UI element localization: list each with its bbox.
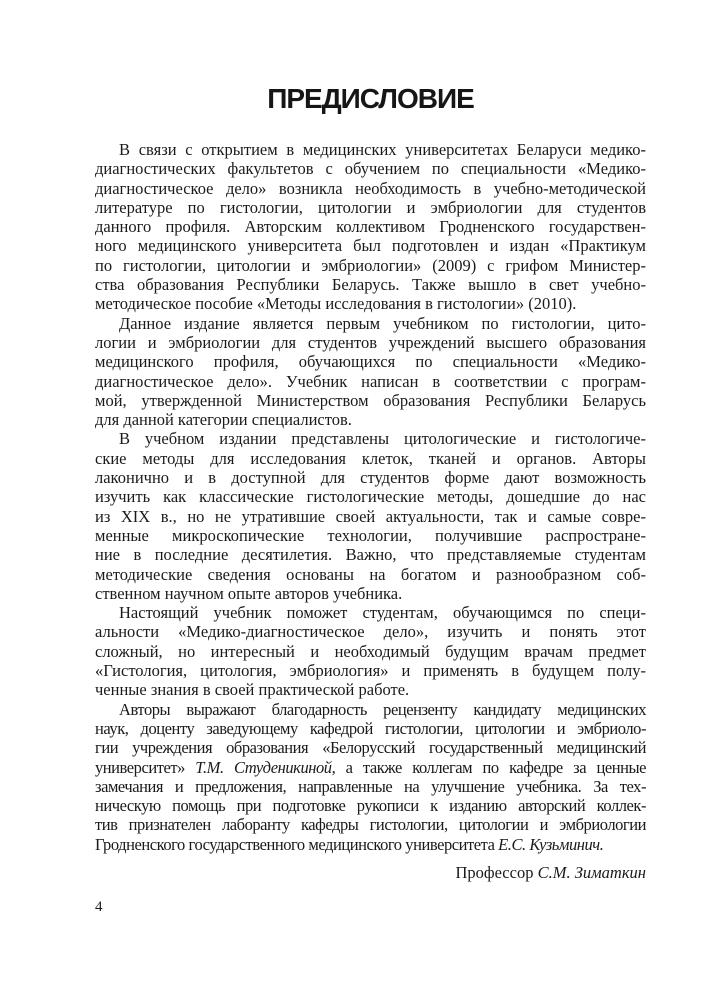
paragraph bbox=[95, 429, 646, 603]
text-line: тив признателен лаборанту кафедры гистологии, цитологии и эмбриологии bbox=[95, 815, 646, 835]
text-line: литературе по гистологии, цитологии и эмбриологии для студентов bbox=[95, 197, 646, 217]
text-line: лаконично и в доступной для студентов форме дают возможность bbox=[95, 468, 646, 488]
paragraph bbox=[95, 700, 646, 854]
text-line bbox=[95, 758, 646, 777]
text-line: наук, доценту заведующему кафедрой гистологии, цитологии и эмбриоло- bbox=[95, 718, 646, 738]
text-line: менные микроскопические технологии, получившие распростране- bbox=[95, 525, 646, 545]
text-segment: , а также коллегам по кафедре за ценные bbox=[331, 757, 646, 777]
text-line: замечания и предложения, направленные на улучшение учебника. За тех- bbox=[95, 776, 646, 796]
text-line: ственном научном опыте авторов учебника. bbox=[95, 583, 403, 603]
text-line: альности «Медико-диагностическое дело», изучить и понять этот bbox=[95, 622, 646, 642]
italic-text: Т.М. Студеникиной bbox=[195, 757, 332, 777]
text-segment: университет» bbox=[95, 757, 196, 777]
text-line: диагностических факультетов с обучением по специальности «Медико- bbox=[95, 159, 646, 179]
text-line: Настоящий учебник поможет студентам, обучающимся по специ- bbox=[119, 603, 646, 623]
signature bbox=[95, 863, 646, 882]
italic-text: С.М. Зиматкин bbox=[537, 862, 646, 882]
text-line: из XIX в., но не утратившие своей актуальности, так и самые совре- bbox=[95, 506, 646, 526]
text-line: В связи с открытием в медицинских университетах Беларуси медико- bbox=[119, 140, 646, 159]
text-line: ченные знания в своей практической работе. bbox=[95, 680, 410, 700]
text-line: В учебном издании представлены цитологические и гистологиче- bbox=[119, 429, 646, 449]
text-line: Данное издание является первым учебником по гистологии, цито- bbox=[119, 313, 646, 333]
page-title: ПРЕДИСЛОВИЕ bbox=[267, 83, 474, 114]
text-line: по гистологии, цитологии и эмбриологии» (2009) с грифом Министер- bbox=[95, 255, 646, 275]
text-line: данного профиля. Авторским коллективом Гродненского государствен- bbox=[95, 217, 646, 237]
page-number: 4 bbox=[95, 899, 103, 916]
text-segment: Гродненского государственного медицинского университета bbox=[95, 834, 499, 854]
text-line: логии и эмбриологии для студентов учреждений высшего образования bbox=[95, 332, 646, 352]
italic-text: Е.С. Кузьминич. bbox=[498, 834, 604, 854]
paragraph bbox=[95, 314, 646, 430]
text-line: мой, утвержденной Министерством образования Республики Беларусь bbox=[95, 390, 646, 410]
text-line: «Гистология, цитология, эмбриология» и применять в будущем полу- bbox=[95, 661, 646, 681]
text-line: медицинского профиля, обучающихся по специальности «Медико- bbox=[95, 352, 646, 372]
text-line: ские методы для исследования клеток, тканей и органов. Авторы bbox=[95, 448, 646, 468]
text-line: Авторы выражают благодарность рецензенту кандидату медицинских bbox=[119, 699, 646, 719]
text-line: сложный, но интересный и необходимый будущим врачам предмет bbox=[95, 641, 646, 661]
text-line: методическое пособие «Методы исследования в гистологии» (2010). bbox=[95, 294, 577, 314]
text-line: изучить как классические гистологические методы, дошедшие до нас bbox=[95, 487, 646, 507]
text-line: диагностическое дело». Учебник написан в соответствии с програм- bbox=[95, 371, 646, 391]
text-line: ного медицинского университета был подготовлен и издан «Практикум bbox=[95, 236, 646, 256]
paragraph bbox=[95, 140, 646, 314]
text-segment: Профессор bbox=[455, 862, 538, 882]
text-line: методические сведения основаны на богатом и разнообразном соб- bbox=[95, 564, 646, 584]
text-line: диагностическое дело» возникла необходимость в учебно-методической bbox=[95, 178, 646, 198]
text-line: ническую помощь при подготовке рукописи к изданию авторский коллек- bbox=[95, 796, 646, 816]
text-line: для данной категории специалистов. bbox=[95, 410, 352, 430]
text-line bbox=[95, 835, 646, 854]
text-line: ства образования Республики Беларусь. Также вышло в свет учебно- bbox=[95, 275, 646, 295]
text-line: гии учреждения образования «Белорусский государственный медицинский bbox=[95, 738, 646, 758]
text-line: ние в последние десятилетия. Важно, что представляемые студентам bbox=[95, 545, 646, 565]
preface-text bbox=[95, 140, 646, 854]
paragraph bbox=[95, 603, 646, 699]
